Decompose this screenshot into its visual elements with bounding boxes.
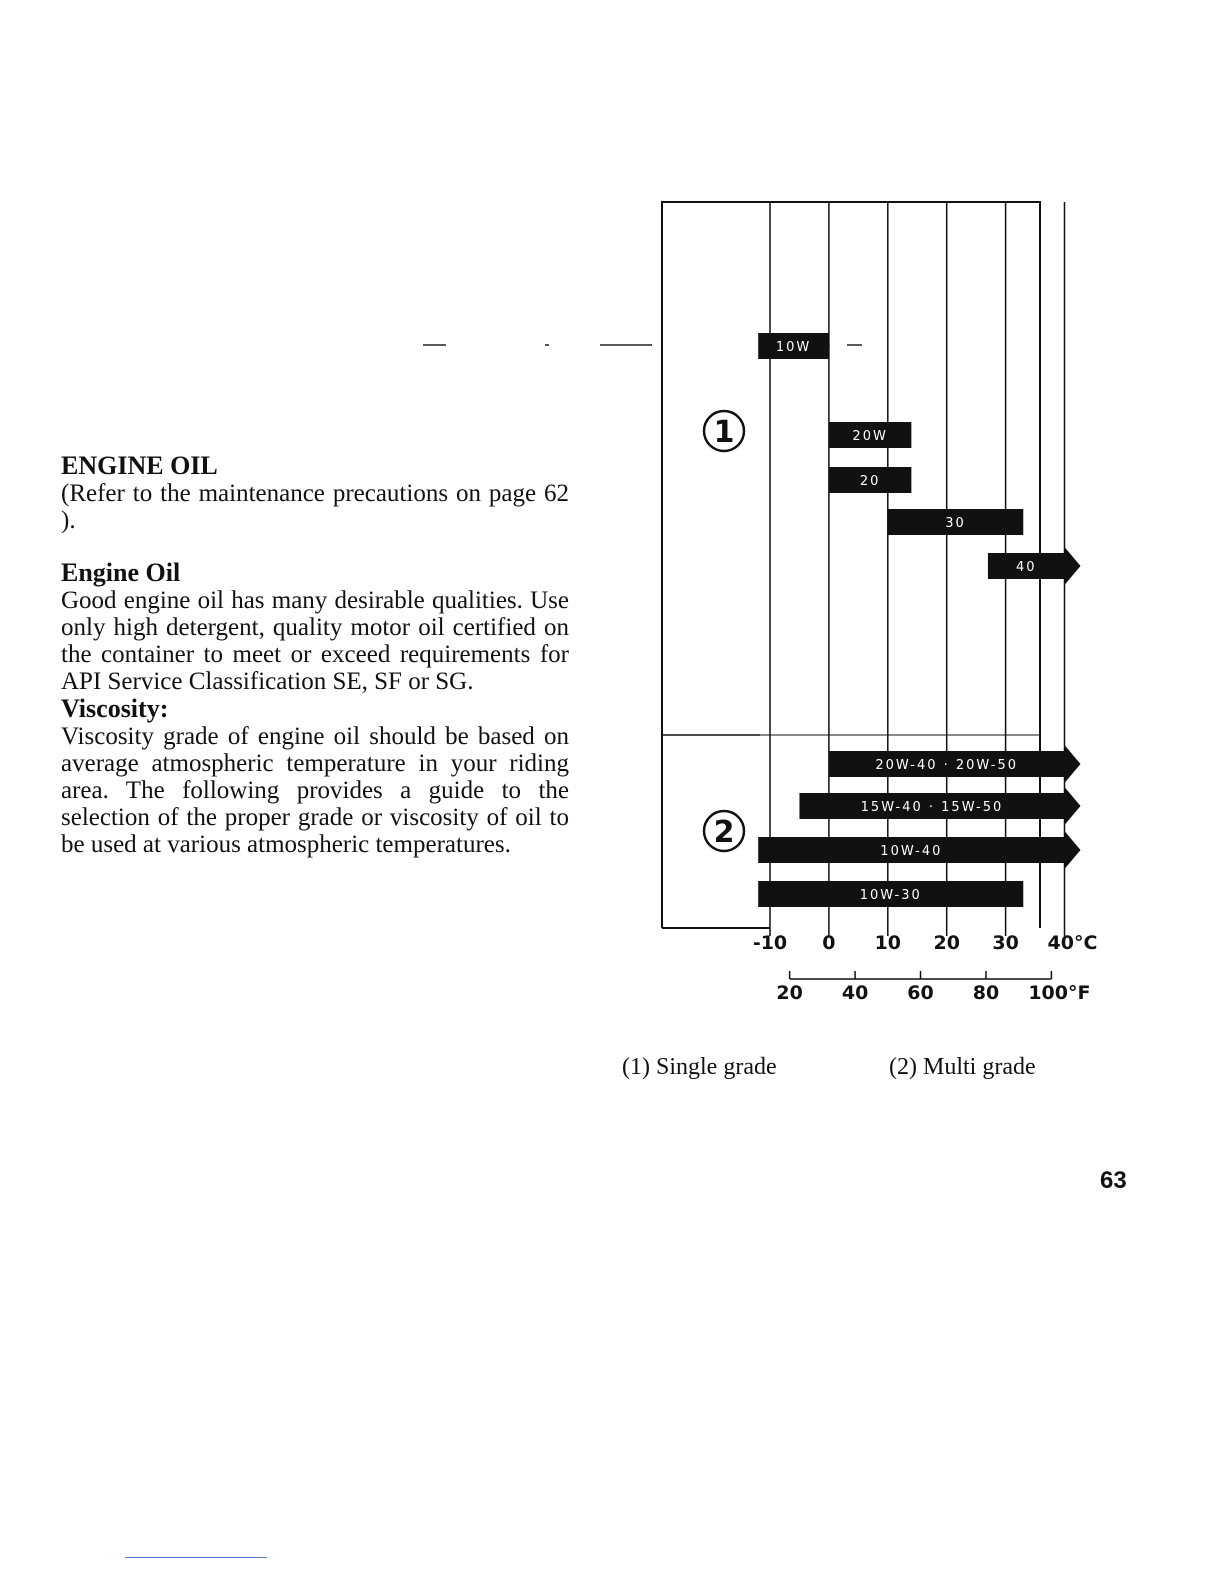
bar-label-7: 10W-40: [880, 844, 943, 859]
engine-oil-text: [61, 452, 569, 858]
fahrenheit-tick-4: 100°F: [1028, 982, 1091, 1004]
viscosity-chart: [640, 190, 1110, 1020]
caption-multi-grade: (2) Multi grade: [889, 1054, 1036, 1080]
fahrenheit-tick-1: 40: [841, 982, 869, 1004]
fahrenheit-tick-2: 60: [907, 982, 934, 1004]
viscosity-chart-svg: [640, 190, 1110, 1020]
bar-label-5: 20W-40 · 20W-50: [875, 758, 1019, 773]
celsius-tick-3: 20: [933, 932, 960, 954]
caption-single-grade: (1) Single grade: [622, 1054, 777, 1080]
fahrenheit-tick-0: 20: [776, 982, 803, 1004]
bar-label-2: 20: [859, 474, 881, 489]
group-marker-label-1: 1: [713, 415, 735, 450]
intro-paragraph: (Refer to the maintenance precautions on page 62 ).: [61, 480, 569, 534]
celsius-tick-0: -10: [752, 932, 788, 954]
celsius-tick-1: 0: [822, 932, 836, 954]
bar-label-1: 20W: [852, 429, 888, 444]
bar-label-8: 10W-30: [859, 888, 922, 903]
footer-rule: [125, 1557, 267, 1558]
viscosity-paragraph: Viscosity grade of engine oil should be based on average atmospheric temperature in your riding area. The following provides a guide to the selection of the proper grade or viscosity of oil to be used at various atmospheric temperatures.: [61, 723, 569, 858]
section-heading: ENGINE OIL: [61, 451, 218, 480]
bar-label-6: 15W-40 · 15W-50: [860, 800, 1004, 815]
fahrenheit-tick-3: 80: [972, 982, 1000, 1004]
celsius-tick-2: 10: [874, 932, 902, 954]
page-number: 63: [1100, 1167, 1127, 1194]
bar-label-4: 40: [1015, 560, 1037, 575]
celsius-tick-4: 30: [992, 932, 1019, 954]
viscosity-heading: Viscosity:: [61, 694, 169, 723]
group-marker-label-2: 2: [713, 815, 735, 850]
engine-oil-subheading: Engine Oil: [61, 558, 181, 587]
celsius-tick-5: 40°C: [1047, 932, 1098, 954]
oil-quality-paragraph: Good engine oil has many desirable qualities. Use only high detergent, quality motor oil certified on the container to meet or exceed requirements for API Service Classification SE, SF or SG.: [61, 587, 569, 695]
bar-label-3: 30: [945, 516, 966, 531]
bar-label-0: 10W: [775, 340, 812, 355]
